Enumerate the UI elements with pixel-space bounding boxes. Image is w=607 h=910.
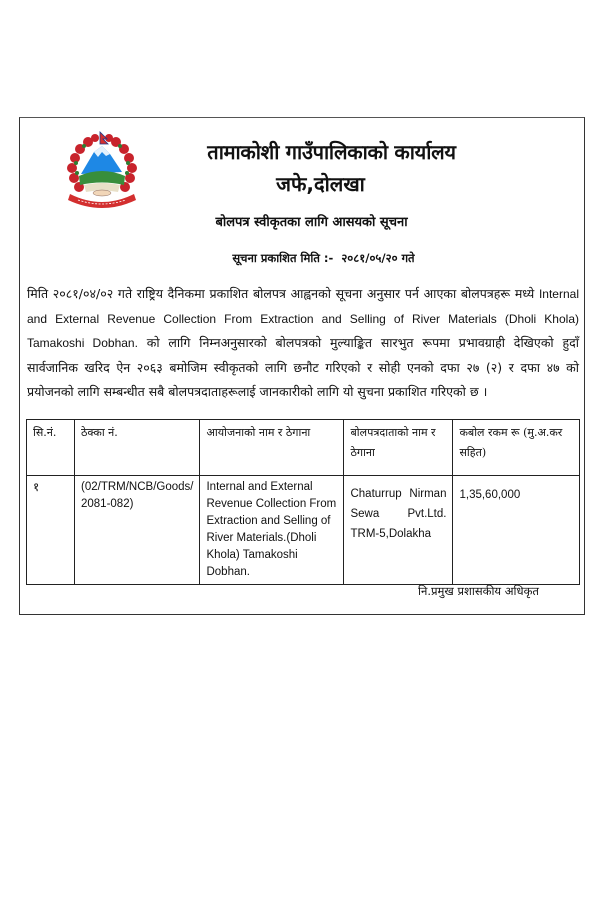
header-project: आयोजनाको नाम र ठेगाना xyxy=(200,420,344,476)
header-bidder: बोलपत्रदाताको नाम र ठेगाना xyxy=(344,420,453,476)
header-serial-no: सि.नं. xyxy=(27,420,75,476)
notice-title: बोलपत्र स्वीकृतका लागि आसयको सूचना xyxy=(215,215,408,230)
paragraph-body: को लागि निम्नअनुसारको बोलपत्रको मुल्याङ्कित सारभुत रूपमा प्रभावग्राही देखिएको हुदाँ सार्वजानिक खरिद ऐन २०६३ बमोजिम स्वीकृतको लागि छनौट गरिएको र सोही एनको दफा २७ (२) र दफा ४७ को प्रयोजनको लागि सम्बन्धीत सबै बोलपत्रदाताहरूलाई जानकारीको लागि यो सुचना प्रकाशित गरिएको छ । xyxy=(27,335,579,399)
cell-serial-no: १ xyxy=(27,476,75,585)
award-table xyxy=(26,419,580,585)
paragraph-intro: मिति २०८१/०४/०२ गते राष्ट्रिय दैनिकमा प्रकाशित बोलपत्र आह्वनको सूचना अनुसार पर्न आएका बोलपत्रहरू मध्ये xyxy=(27,286,539,301)
office-location: जफे,दोलखा xyxy=(276,172,365,196)
office-name: तामाकोशी गाउँपालिकाको कार्यालय xyxy=(207,140,456,164)
cell-project: Internal and External Revenue Collection From Extraction and Selling of River Materials.(Dholi Khola) Tamakoshi Dobhan. xyxy=(200,476,344,585)
notice-paragraph xyxy=(27,282,579,405)
published-date: २०८१/०५/२० गते xyxy=(341,251,415,265)
published-date-label: सूचना प्रकाशित मिति :- xyxy=(232,251,334,265)
cell-amount: 1,35,60,000 xyxy=(453,476,580,585)
signatory-title: नि.प्रमुख प्रशासकीय अधिकृत xyxy=(418,584,539,598)
cell-contract-no: (02/TRM/NCB/Goods/ 2081-082) xyxy=(75,476,200,585)
cell-bidder: Chaturrup Nirman Sewa Pvt.Ltd. TRM-5,Dolakha xyxy=(344,476,453,585)
table-row xyxy=(27,476,580,585)
published-date-line xyxy=(0,251,607,266)
table-header-row xyxy=(27,420,580,476)
header-amount: कबोल रकम रू (मु.अ.कर सहित) xyxy=(453,420,580,476)
header-contract-no: ठेक्का नं. xyxy=(75,420,200,476)
paragraph-project-name: Internal and External Revenue Collection From Extraction and Selling of River Materials (Dholi Khola) Tamakoshi Dobhan. xyxy=(27,287,579,350)
